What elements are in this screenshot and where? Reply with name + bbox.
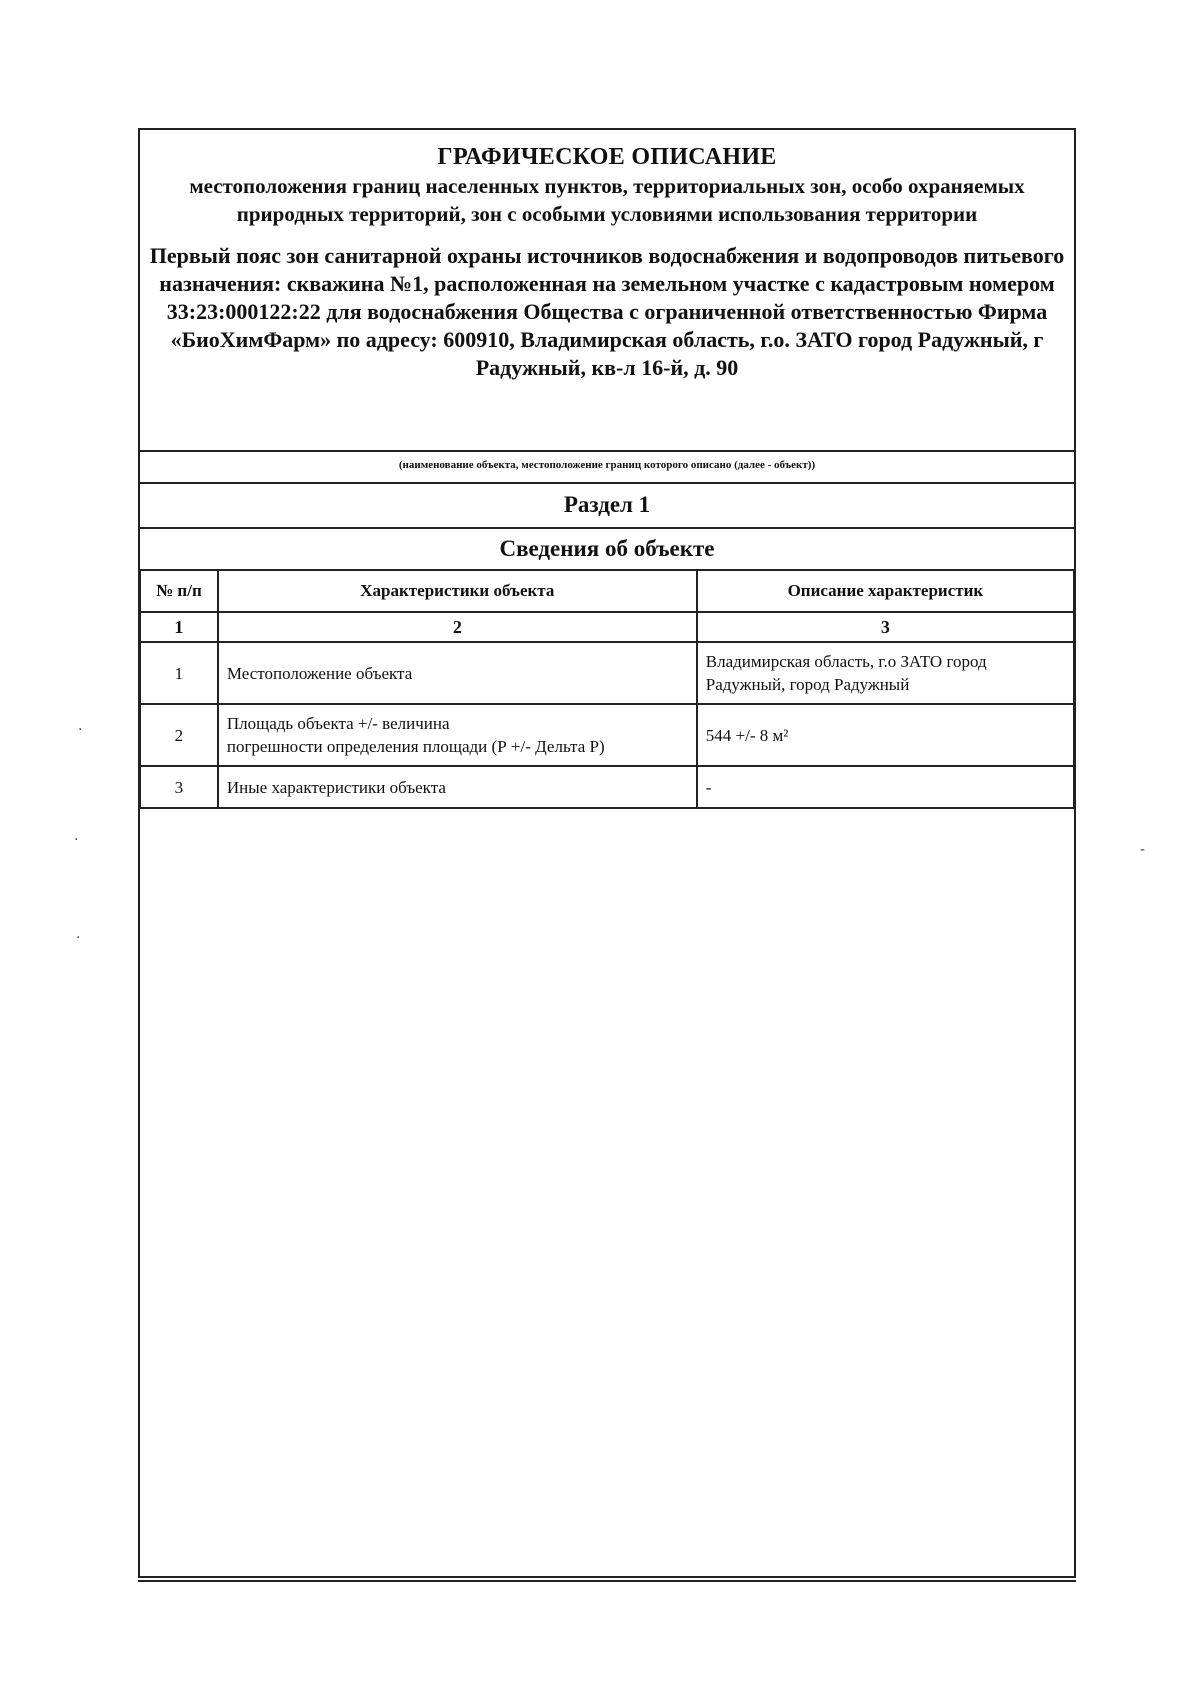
table-row [140, 766, 1074, 808]
section-title: Раздел 1 [563, 492, 651, 517]
frame-bottom-border [138, 1576, 1076, 1582]
document-subtitle: местоположения границ населенных пунктов, территориальных зон, особо охраняемых природных территорий, зон с особыми условиями использования территории [189, 174, 1025, 226]
row-num: 3 [140, 766, 218, 808]
object-info-table [139, 569, 1075, 809]
table-header-row [140, 570, 1074, 612]
object-name-caption: (наименование объекта, местоположение границ которого описано (далее - объект)) [398, 459, 816, 471]
scan-speck: · [74, 832, 79, 848]
object-name: Первый пояс зон санитарной охраны источников водоснабжения и водопроводов питьевого назначения: скважина №1, расположенная на земельном участке с кадастровым номером 33:23:000122:22 для водоснабжения Общества с ограниченной ответственностью Фирма «БиоХимФарм» по адресу: 600910, Владимирская область, г.о. ЗАТО город Радужный, г Радужный, кв-л 16-й, д. 90 [149, 243, 1065, 380]
scan-speck: · [78, 722, 83, 738]
table-row [140, 704, 1074, 766]
row-characteristic-line: Площадь объекта +/- величина [226, 714, 450, 733]
row-description-line: Владимирская область, г.о ЗАТО город [705, 652, 987, 671]
row-characteristic [218, 704, 697, 766]
header-num: № п/п [140, 570, 218, 612]
column-number: 1 [140, 612, 218, 642]
row-description: - [697, 766, 1074, 808]
column-number: 3 [697, 612, 1074, 642]
row-characteristic: Иные характеристики объекта [218, 766, 697, 808]
row-characteristic: Местоположение объекта [218, 642, 697, 704]
document-header [140, 130, 1074, 452]
section-subtitle: Сведения об объекте [499, 536, 715, 561]
row-description-line: Радужный, город Радужный [705, 675, 910, 694]
table-row [140, 642, 1074, 704]
row-num: 2 [140, 704, 218, 766]
row-characteristic-line: погрешности определения площади (Р +/- Дельта Р) [226, 737, 605, 756]
header-description: Описание характеристик [697, 570, 1074, 612]
header-characteristic: Характеристики объекта [218, 570, 697, 612]
row-description [697, 642, 1074, 704]
column-number-row [140, 612, 1074, 642]
document-title: ГРАФИЧЕСКОЕ ОПИСАНИЕ [437, 144, 777, 170]
document-frame [138, 128, 1076, 1578]
column-number: 2 [218, 612, 697, 642]
row-num: 1 [140, 642, 218, 704]
scan-speck: · [76, 930, 81, 946]
row-description: 544 +/- 8 м² [697, 704, 1074, 766]
divider [140, 450, 1074, 452]
scan-speck: - [1140, 842, 1146, 858]
